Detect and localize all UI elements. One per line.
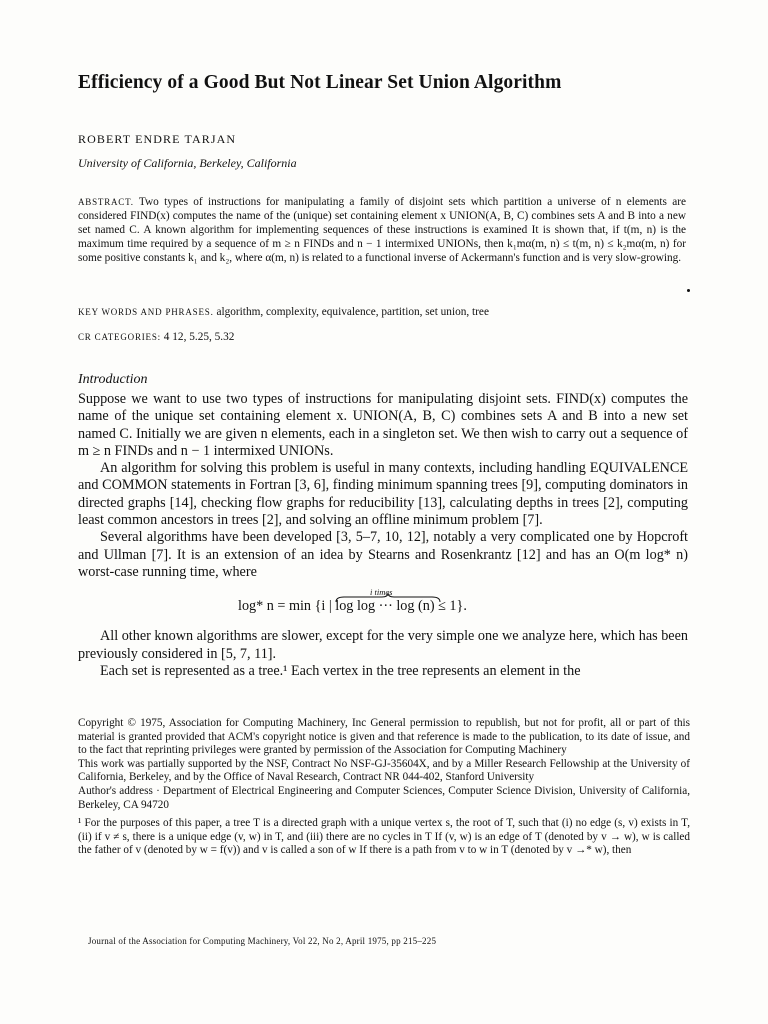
abstract-text: Two types of instructions for manipulating a family of disjoint sets which partition a universe of n elements are considered FIND(x) computes the name of the (unique) set containing element x UNION(A, B, C) combines sets A and B into a new set named C. A known algorithm for implementing sequences of these instructions is examined It is shown that, if t(m, n) is the maximum time required by a sequence of m ≥ n FINDs and n − 1 intermixed UNIONs, then k₁mα(m, n) ≤ t(m, n) ≤ k₂mα(m, n) for some positive constants k₁ and k₂, where α(m, n) is related to a functional inverse of Ackermann's function and is very slow-growing. [78,196,687,265]
paragraph-1: Suppose we want to use two types of instructions for manipulating disjoint sets. FIND(x) computes the name of the unique set containing element x. UNION(A, B, C) combines sets A and B into a new set named C. Initially we are given n elements, each in a singleton set. We then wish to carry out a sequence of m ≥ n FINDs and n − 1 intermixed UNIONs. [78,391,688,459]
scan-speck [687,289,690,292]
section-heading-introduction: Introduction [78,372,148,387]
body-text [78,391,688,680]
paragraph-2: An algorithm for solving this problem is useful in many contexts, including handling EQUIVALENCE and COMMON statements in Fortran [3, 6], finding minimum spanning trees [9], computing dominators in directed graphs [14], checking flow graphs for reducibility [13], calculating depths in trees [2], computing least common ancestors in trees [2], and solving an offline minimum problem [7]. [78,460,688,529]
paragraph-4: All other known algorithms are slower, except for the very simple one we analyze here, which has been previously considered in [5, 7, 11]. [78,628,688,662]
first-page-notes [78,717,690,858]
address-note: Author's address · Department of Electrical Engineering and Computer Sciences, Computer Science Division, University of California, Berkeley, CA 94720 [78,784,690,811]
log-star-formula-block [78,584,688,624]
journal-footer: Journal of the Association for Computing Machinery, Vol 22, No 2, April 1975, pp 215–225 [88,936,437,946]
abstract-label: ABSTRACT. [78,197,134,207]
keywords [78,305,688,319]
cr-categories [78,330,688,344]
abstract [78,195,686,265]
paragraph-3: Several algorithms have been developed [3, 5–7, 10, 12], notably a very complicated one by Hopcroft and Ullman [7]. It is an extension of an idea by Stearns and Rosenkrantz [12] and has an O(m log* n) worst-case running time, where [78,529,688,580]
copyright-note: Copyright © 1975, Association for Computing Machinery, Inc General permission to republish, but not for profit, all or part of this material is granted provided that ACM's copyright notice is given and that reference is made to the publication, to its date of issue, and to the fact that reprinting privileges were granted by permission of the Association for Computing Machinery [78,717,690,757]
cr-categories-text: 4 12, 5.25, 5.32 [163,331,235,343]
paragraph-5: Each set is represented as a tree.¹ Each vertex in the tree represents an element in the [100,662,581,679]
keywords-text: algorithm, complexity, equivalence, partition, set union, tree [216,306,489,318]
author-affiliation: University of California, Berkeley, California [78,156,297,170]
footnote-1: ¹ For the purposes of this paper, a tree T is a directed graph with a unique vertex s, the root of T, such that (i) no edge (s, v) exists in T, (ii) if v ≠ s, there is a unique edge (v, w) in T, and (iii) there are no cycles in T If (v, w) is an edge of T (denoted by v → w), w is called the father of v (denoted by w = f(v)) and v is called a son of w If there is a path from v to w in T (denoted by v →* w), then [78,817,690,857]
formula-brace-note: i times [370,587,393,598]
support-note: This work was partially supported by the NSF, Contract No NSF-GJ-35604X, and by a Miller Research Fellowship at the University of California, Berkeley, and by the Office of Naval Research, Contract NR 044-402, Stanford University [78,757,690,784]
author-name: ROBERT ENDRE TARJAN [78,132,237,146]
log-star-formula: log* n = min {i | log log ··· log (n) ≤ 1}. [238,598,467,615]
paper-title: Efficiency of a Good But Not Linear Set Union Algorithm [78,72,562,93]
keywords-label: KEY WORDS AND PHRASES. [78,307,214,317]
cr-categories-label: CR CATEGORIES: [78,332,161,342]
